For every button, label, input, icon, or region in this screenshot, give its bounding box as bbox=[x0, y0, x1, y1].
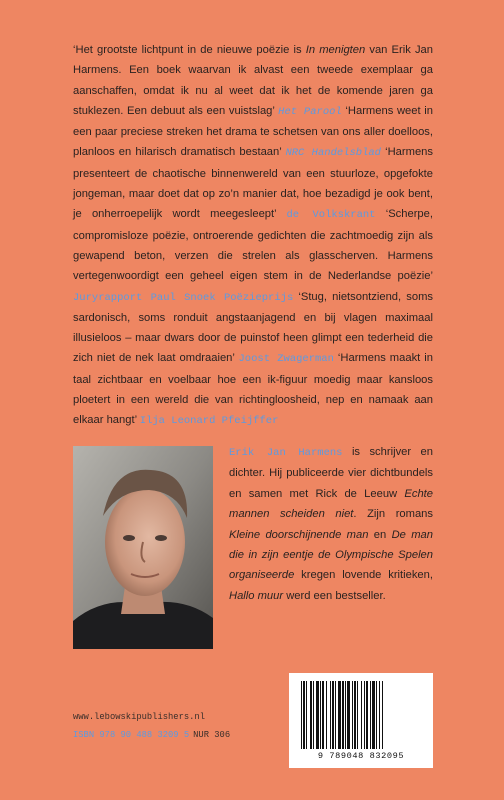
bio-text: en bbox=[368, 528, 392, 541]
barcode-bar bbox=[310, 681, 312, 749]
quote-text: ‘Harmens presenteert de chaotische binnenwereld van een stuurloze, opgefokte jongeman, maar doet dat op zo’n manier dat, hoe bezadigd je ook bent, je onherroepelijk wordt meegesleept’ bbox=[73, 146, 433, 221]
author-bio bbox=[229, 442, 433, 606]
bio-text: . Zijn romans bbox=[353, 508, 433, 521]
barcode-bar bbox=[301, 681, 302, 749]
barcode bbox=[289, 673, 433, 768]
book-title: In menigten bbox=[305, 44, 366, 56]
bio-title: Kleine doorschijnende man bbox=[229, 528, 369, 541]
barcode-bar bbox=[320, 681, 321, 749]
barcode-bar bbox=[370, 681, 371, 749]
bio-title: Hallo muur bbox=[229, 589, 284, 602]
barcode-bar bbox=[347, 681, 350, 749]
barcode-bar bbox=[376, 681, 377, 749]
barcode-bar bbox=[306, 681, 307, 749]
source-het-parool: Het Parool bbox=[278, 105, 342, 118]
barcode-bar bbox=[379, 681, 380, 749]
barcode-bar bbox=[322, 681, 324, 749]
barcode-bar bbox=[316, 681, 319, 749]
bio-text: is schrijver en dichter. Hij publiceerde vier dichtbundels en samen met Rick de Leeuw bbox=[229, 446, 433, 500]
quote-text: ‘Het grootste lichtpunt in de nieuwe poëzie is bbox=[73, 44, 306, 56]
quote-text: ‘Harmens maakt in taal zichtbaar en voelbaar hoe een ik-figuur moedig maar kansloos ploetert in een wereld die van richtingloosheid, nep en namaak aan elkaar hangt’ bbox=[73, 352, 433, 427]
barcode-bar bbox=[342, 681, 344, 749]
barcode-bar bbox=[364, 681, 365, 749]
barcode-bar bbox=[335, 681, 336, 749]
bio-text: kregen lovende kritieken, bbox=[294, 569, 433, 582]
barcode-bar bbox=[352, 681, 353, 749]
source-joost-zwagerman: Joost Zwagerman bbox=[238, 353, 334, 366]
author-portrait-image bbox=[73, 446, 213, 649]
barcode-bar bbox=[332, 681, 334, 749]
source-nrc-handelsblad: NRC Handelsblad bbox=[285, 147, 381, 160]
barcode-digits: 9 789048 832095 bbox=[317, 751, 405, 761]
barcode-bar bbox=[372, 681, 375, 749]
quote-text: ‘Scherpe, compromisloze poëzie, ontroerende gedichten die zachtmoedig zijn als gewapend beton, verzen die strelen als glasscherven. Harmens vertegenwoordigt een geheel eigen stem in de Nederlandse poëzie’ bbox=[73, 208, 433, 283]
nur-code: NUR 306 bbox=[193, 730, 231, 740]
isbn-line bbox=[73, 730, 230, 740]
barcode-bar bbox=[357, 681, 358, 749]
barcode-bar bbox=[313, 681, 314, 749]
quote-text: ‘Stug, nietsontziend, soms sardonisch, soms ronduit angstaanjagend en bij vlagen maximaal illusieloos – maar dwars door de puinstof heen glimpt een tederheid die zich niet de nek laat omdraaien’ bbox=[73, 290, 433, 365]
barcode-bar bbox=[345, 681, 346, 749]
source-ilja-leonard-pfeijffer: Ilja Leonard Pfeijffer bbox=[139, 415, 279, 428]
barcode-bar bbox=[303, 681, 305, 749]
barcode-bar bbox=[366, 681, 368, 749]
bio-title: Echte mannen scheiden niet bbox=[229, 487, 433, 521]
barcode-bar bbox=[382, 681, 383, 749]
bio-title: De man die in zijn eentje de Olympische Spelen organiseerde bbox=[229, 528, 433, 582]
barcode-bar bbox=[326, 681, 327, 749]
review-blurbs bbox=[73, 40, 433, 432]
publisher-url[interactable]: www.lebowskipublishers.nl bbox=[73, 712, 205, 722]
barcode-bar bbox=[338, 681, 341, 749]
quote-text: van Erik Jan Harmens. Een boek waarvan ik alvast een tweede exemplaar ga aanschaffen, omdat ik nu al weet dat ik het de komende jaren ga stuklezen. Een debuut als een vuistslag’ bbox=[73, 44, 433, 117]
barcode-bar bbox=[354, 681, 356, 749]
source-juryrapport: Juryrapport Paul Snoek Poëzieprijs bbox=[73, 291, 294, 304]
source-de-volkskrant: de Volkskrant bbox=[286, 209, 376, 222]
quote-text: ‘Harmens weet in een paar preciese streken het drama te schetsen van ons aller doelloos, planloos en hilarisch dramatisch bestaan’ bbox=[73, 104, 433, 159]
isbn-number: ISBN 978 90 488 3209 5 bbox=[73, 730, 190, 740]
barcode-bar bbox=[330, 681, 331, 749]
author-photo bbox=[73, 446, 213, 649]
barcode-bar bbox=[361, 681, 362, 749]
bio-text: werd een bestseller. bbox=[283, 589, 386, 602]
author-name: Erik Jan Harmens bbox=[229, 447, 343, 459]
